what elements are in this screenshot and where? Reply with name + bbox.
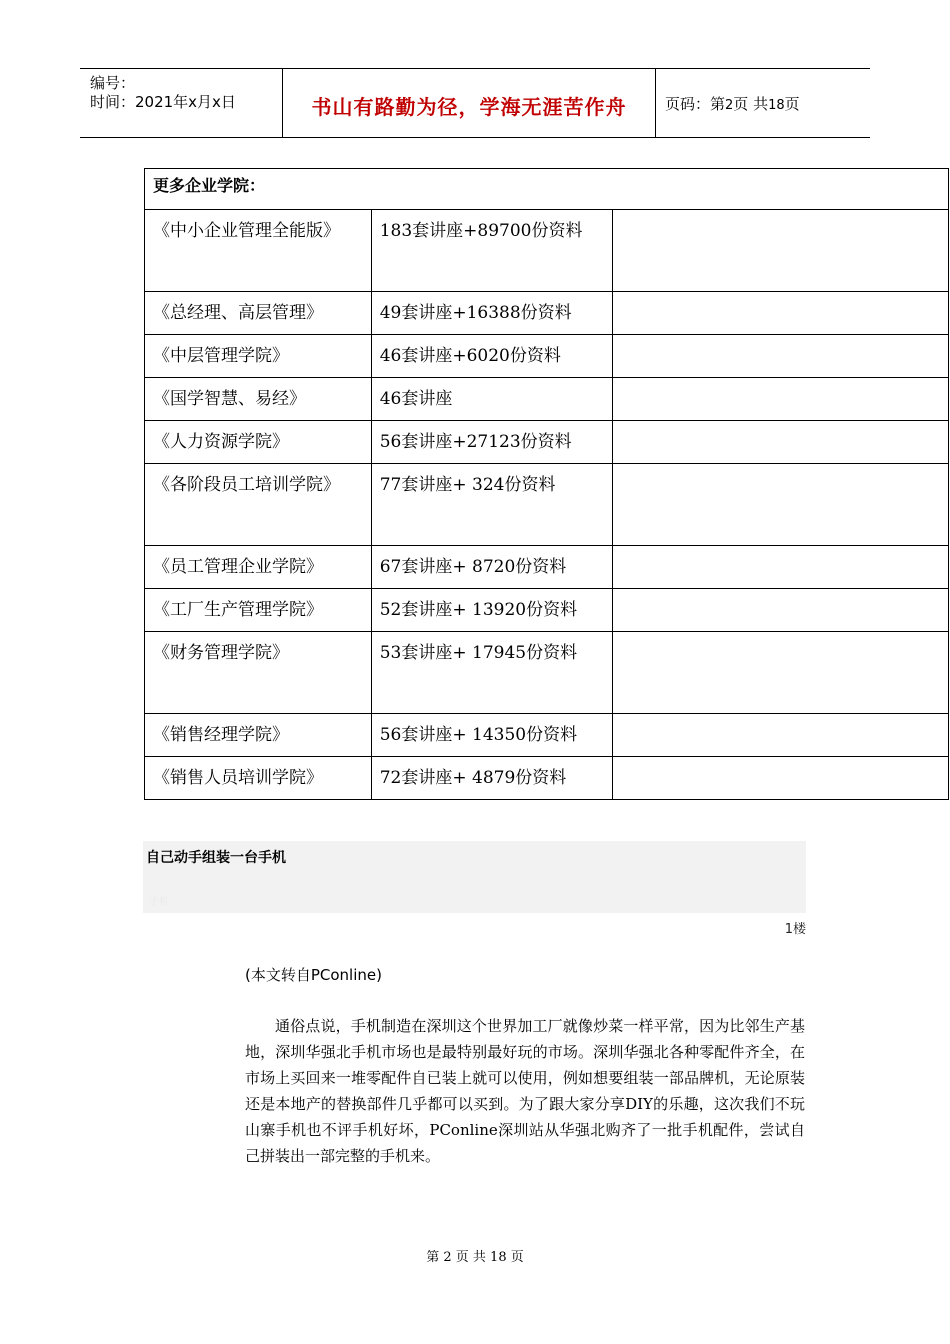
academy-content: 77套讲座+ 324份资料 (371, 464, 613, 546)
floor-label: 1楼 (784, 922, 806, 937)
academy-empty (613, 421, 949, 464)
academy-name: 《财务管理学院》 (145, 632, 372, 714)
table-row (145, 464, 949, 546)
post-ghost-text: 手机 (149, 897, 169, 908)
table-row (145, 632, 949, 714)
academy-content: 67套讲座+ 8720份资料 (371, 546, 613, 589)
header-motto: 书山有路勤为径，学海无涯苦作舟 (311, 95, 627, 119)
academy-table (144, 168, 949, 800)
page-number: 2 (725, 98, 734, 113)
academy-content: 46套讲座 (371, 378, 613, 421)
academy-content: 46套讲座+6020份资料 (371, 335, 613, 378)
post-title: 自己动手组装一台手机 (146, 850, 286, 866)
academy-name: 《员工管理企业学院》 (145, 546, 372, 589)
academy-name: 《中层管理学院》 (145, 335, 372, 378)
header-page-info (665, 93, 800, 114)
table-row (145, 546, 949, 589)
academy-content: 49套讲座+16388份资料 (371, 292, 613, 335)
table-row (145, 714, 949, 757)
academy-empty (613, 292, 949, 335)
table-row (145, 210, 949, 292)
source-note: (本文转自PConline) (245, 966, 382, 984)
header-meta (80, 69, 282, 137)
page-label: 页码：第 (665, 95, 726, 113)
academy-empty (613, 632, 949, 714)
article-paragraph: 通俗点说，手机制造在深圳这个世界加工厂就像炒菜一样平常，因为比邻生产基地，深圳华强北手机市场也是最特别最好玩的市场。深圳华强北各种零配件齐全，在市场上买回来一堆零配件自已装上就可以使用，例如想要组装一部品牌机，无论原装还是本地产的替换部件几乎都可以买到。为了跟大家分享DIY的乐趣，这次我们不玩山寨手机也不评手机好坏，PConline深圳站从华强北购齐了一批手机配件，尝试自己拼装出一部完整的手机来。 (245, 1017, 805, 1165)
academy-name: 《人力资源学院》 (145, 421, 372, 464)
table-row (145, 757, 949, 800)
page-end: 页 (784, 95, 800, 113)
academy-name: 《国学智慧、易经》 (145, 378, 372, 421)
header-page-cell (655, 69, 870, 137)
table-row (145, 421, 949, 464)
academy-empty (613, 589, 949, 632)
academy-content: 56套讲座+ 14350份资料 (371, 714, 613, 757)
table-row (145, 378, 949, 421)
academy-title-row (145, 169, 949, 210)
doc-date: 时间：2021年x月x日 (90, 93, 236, 111)
academy-empty (613, 335, 949, 378)
academy-name: 《各阶段员工培训学院》 (145, 464, 372, 546)
page-footer: 第 2 页 共 18 页 (426, 1250, 524, 1265)
table-row (145, 335, 949, 378)
academy-content: 72套讲座+ 4879份资料 (371, 757, 613, 800)
academy-name: 《工厂生产管理学院》 (145, 589, 372, 632)
academy-empty (613, 714, 949, 757)
academy-name: 《销售经理学院》 (145, 714, 372, 757)
academy-name: 《总经理、高层管理》 (145, 292, 372, 335)
academy-name: 《销售人员培训学院》 (145, 757, 372, 800)
academy-empty (613, 546, 949, 589)
page-mid: 页 共 (733, 95, 769, 113)
page-header (80, 68, 870, 138)
doc-id-label: 编号： (90, 74, 136, 92)
table-row (145, 589, 949, 632)
table-row (145, 292, 949, 335)
academy-empty (613, 464, 949, 546)
academy-content: 52套讲座+ 13920份资料 (371, 589, 613, 632)
academy-title: 更多企业学院： (145, 169, 949, 210)
academy-empty (613, 210, 949, 292)
academy-content: 56套讲座+27123份资料 (371, 421, 613, 464)
academy-empty (613, 757, 949, 800)
academy-content: 53套讲座+ 17945份资料 (371, 632, 613, 714)
academy-empty (613, 378, 949, 421)
header-motto-cell (282, 69, 656, 137)
post-header (143, 841, 806, 913)
academy-name: 《中小企业管理全能版》 (145, 210, 372, 292)
page-total: 18 (768, 98, 785, 113)
academy-content: 183套讲座+89700份资料 (371, 210, 613, 292)
